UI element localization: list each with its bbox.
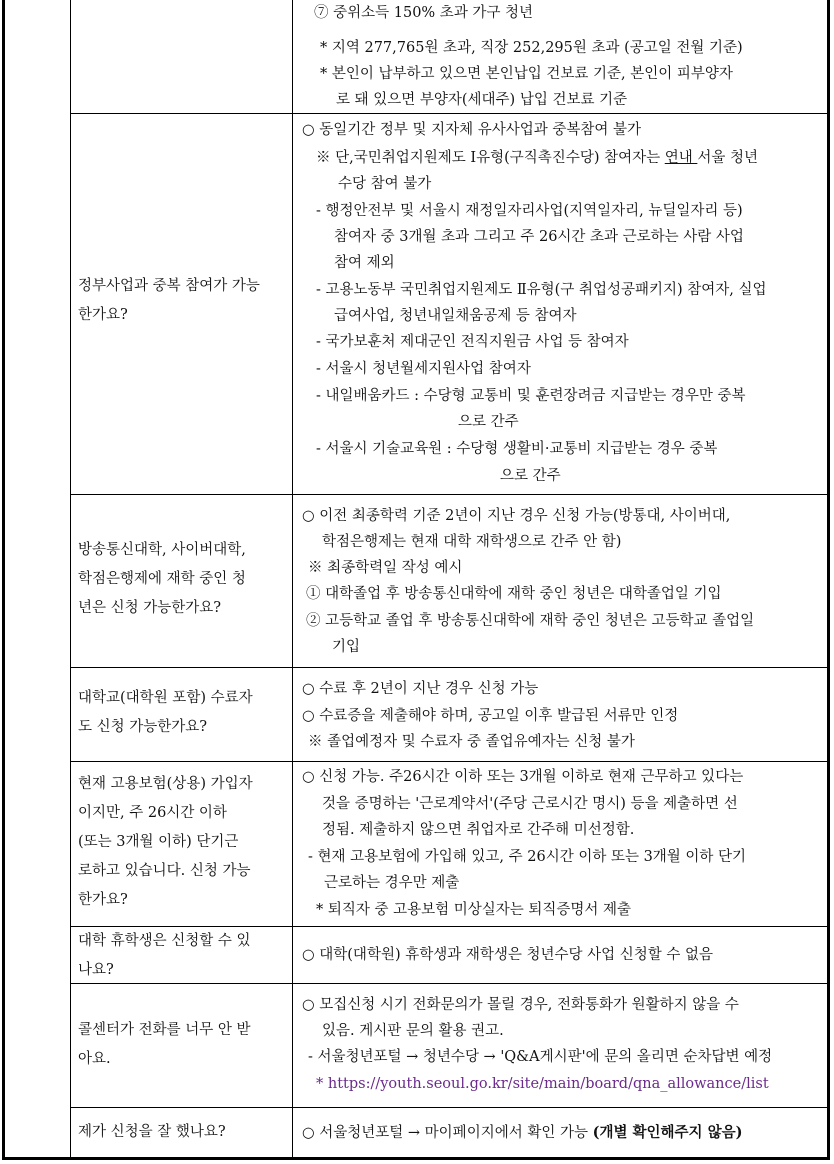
answer-line: - 서울시 청년월세지원사업 참여자 [316, 361, 531, 377]
answer-line: - 현재 고용보험에 가입해 있고, 주 26시간 이하 또는 3개월 이하 단기 [308, 849, 747, 865]
answer-line: - 국가보훈처 제대군인 전직지원금 사업 등 참여자 [316, 334, 629, 350]
answer-line: ○ 대학(대학원) 휴학생과 재학생은 청년수당 사업 신청할 수 없음 [302, 947, 714, 963]
answer-line: 으로 간주 [458, 414, 519, 430]
answer-line: 참여자 중 3개월 초과 그리고 주 26시간 초과 근로하는 사람 사업 [334, 229, 744, 245]
question-line: 제가 신청을 잘 했나요? [78, 1124, 226, 1140]
question-line: 아요. [78, 1051, 111, 1067]
row-divider [70, 1107, 830, 1108]
row-divider [70, 761, 830, 762]
row-divider [70, 113, 830, 114]
row-divider [70, 667, 830, 668]
question-line: 콜센터가 전화를 너무 안 받 [78, 1022, 251, 1038]
answer-line: ○ 수료증을 제출해야 하며, 공고일 이후 발급된 서류만 인정 [302, 708, 679, 724]
answer-line: 으로 간주 [500, 468, 561, 484]
question-line: 도 신청 가능한가요? [78, 719, 208, 735]
question-line: 나요? [78, 962, 114, 978]
answer-line: * 퇴직자 중 고용보험 미상실자는 퇴직증명서 제출 [316, 902, 632, 918]
question-line: 년은 신청 가능한가요? [78, 600, 222, 616]
question-line: 이지만, 주 26시간 이하 [78, 805, 227, 821]
question-line: 방송통신대학, 사이버대학, [78, 542, 246, 558]
answer-line: ※ 단,국민취업지원제도 Ⅰ유형(구직촉진수당) 참여자는 연내 서울 청년 [316, 150, 758, 166]
answer-line: ○ 동일기간 정부 및 지자체 유사사업과 중복참여 불가 [302, 122, 642, 138]
bold-note: (개별 확인해주지 않음) [592, 1124, 743, 1141]
question-graduate-completion [78, 684, 288, 742]
question-line: 한가요? [78, 307, 128, 323]
answer-line: ※ 최종학력일 작성 예시 [308, 560, 463, 576]
underlined-text: 연내 [664, 150, 698, 166]
answer-line: ① 대학졸업 후 방송통신대학에 재학 중인 청년은 대학졸업일 기입 [306, 586, 722, 602]
table-border-right [827, 0, 830, 1160]
answer-line: 로 돼 있으면 부양자(세대주) 납입 건보료 기준 [336, 92, 628, 108]
question-line: (또는 3개월 이하) 단기근 [78, 834, 239, 850]
answer-line: ② 고등학교 졸업 후 방송통신대학에 재학 중인 청년은 고등학교 졸업일 [306, 613, 755, 629]
answer-line: * 지역 277,765원 초과, 직장 252,295원 초과 (공고일 전월 기준) [320, 40, 743, 56]
answer-line: ⑦ 중위소득 150% 초과 가구 청년 [314, 5, 534, 21]
question-call-center [78, 1016, 288, 1074]
question-line: 현재 고용보험(상용) 가입자 [78, 776, 253, 792]
table-border-left [2, 0, 5, 1160]
answer-line: 정됨. 제출하지 않으면 취업자로 간주해 미선정함. [322, 822, 635, 838]
table-border-bottom [2, 1157, 830, 1160]
answer-line: 학점은행제는 현재 대학 재학생으로 간주 안 함) [322, 534, 622, 550]
question-duplicate-participation [78, 272, 288, 330]
question-line: 로하고 있습니다. 신청 가능 [78, 863, 251, 879]
answer-line: ○ 모집신청 시기 전화문의가 몰릴 경우, 전화통화가 원활하지 않을 수 [302, 997, 739, 1013]
column-divider-middle [292, 0, 293, 1160]
answer-line: 것을 증명하는 '근로계약서'(주당 근로시간 명시) 등을 제출하면 선 [322, 796, 738, 812]
answer-line: - 서울시 기술교육원 : 수당형 생활비·교통비 지급받는 경우 중복 [316, 441, 718, 457]
answer-line: ○ 신청 가능. 주26시간 이하 또는 3개월 이하로 현재 근무하고 있다는 [302, 769, 744, 785]
answer-line: - 서울청년포털 → 청년수당 → 'Q&A게시판'에 문의 올리면 순차답변 예정 [308, 1049, 773, 1065]
faq-document [2, 0, 830, 1160]
answer-line: ○ 수료 후 2년이 지난 경우 신청 가능 [302, 681, 539, 697]
answer-line: 기입 [332, 639, 361, 655]
question-cyber-university [78, 536, 288, 623]
answer-line: ○ 서울청년포털 → 마이페이지에서 확인 가능 (개별 확인해주지 않음) [302, 1124, 743, 1141]
qna-board-link[interactable]: * https://youth.seoul.go.kr/site/main/board/qna_allowance/list [316, 1076, 769, 1092]
answer-line: 급여사업, 청년내일채움공제 등 참여자 [334, 308, 577, 324]
row-divider [70, 494, 830, 495]
answer-line: ○ 이전 최종학력 기준 2년이 지난 경우 신청 가능(방통대, 사이버대, [302, 508, 731, 524]
question-line: 정부사업과 중복 참여가 가능 [78, 278, 260, 294]
question-leave-of-absence [78, 927, 288, 985]
column-divider-left [70, 0, 71, 1160]
answer-line: - 내일배움카드 : 수당형 교통비 및 훈련장려금 지급받는 경우만 중복 [316, 388, 746, 404]
question-line: 한가요? [78, 892, 128, 908]
answer-line: 참여 제외 [334, 255, 395, 271]
answer-line: - 행정안전부 및 서울시 재정일자리사업(지역일자리, 뉴딜일자리 등) [316, 203, 743, 219]
answer-line: - 고용노동부 국민취업지원제도 Ⅱ유형(구 취업성공패키지) 참여자, 실업 [316, 282, 767, 298]
answer-line: * 본인이 납부하고 있으면 본인납입 건보료 기준, 본인이 피부양자 [320, 66, 733, 82]
answer-line: 수당 참여 불가 [338, 176, 432, 192]
answer-line: 근로하는 경우만 제출 [324, 875, 460, 891]
question-line: 대학교(대학원 포함) 수료자 [78, 690, 253, 706]
answer-line: ※ 졸업예정자 및 수료자 중 졸업유예자는 신청 불가 [308, 734, 635, 750]
answer-line: 있음. 게시판 문의 활용 권고. [322, 1023, 504, 1039]
question-line: 대학 휴학생은 신청할 수 있 [78, 933, 251, 949]
question-line: 학점은행제에 재학 중인 청 [78, 571, 246, 587]
question-application-check [78, 1118, 288, 1147]
question-employment-insurance [78, 770, 288, 915]
